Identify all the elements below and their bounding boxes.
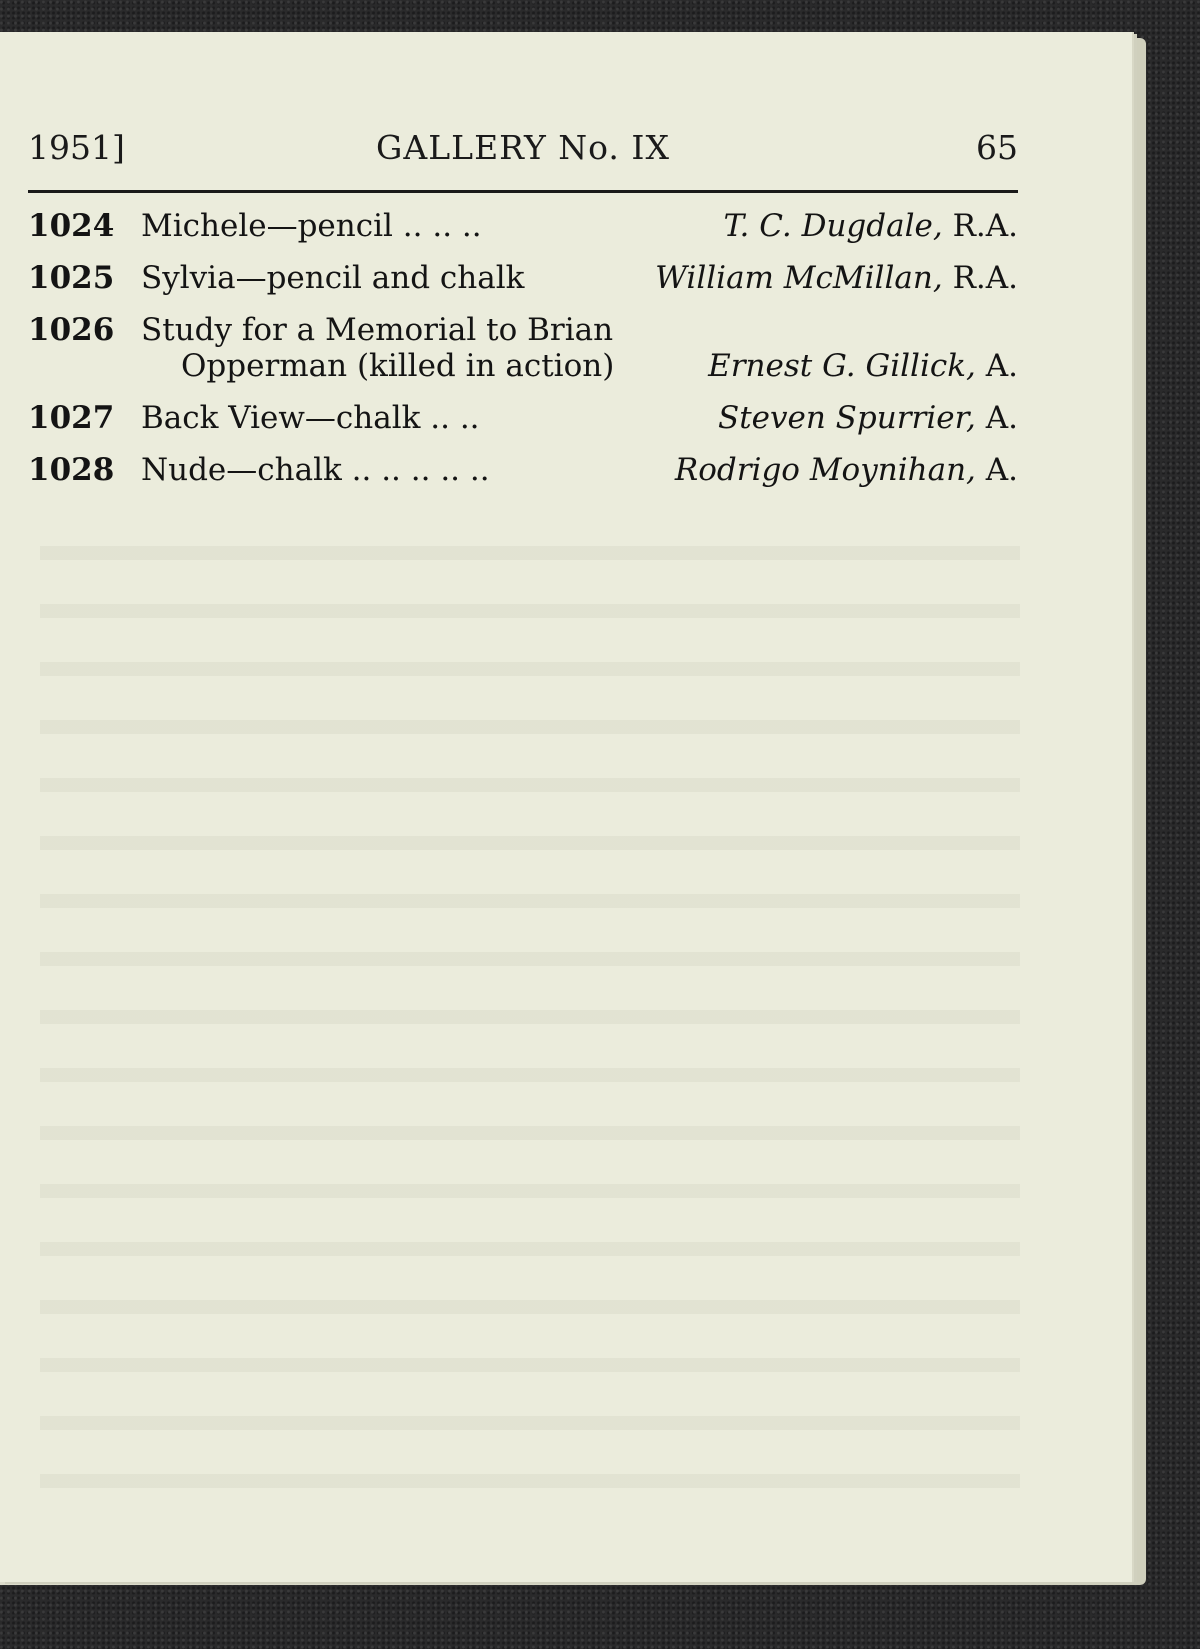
header-title: GALLERY No. IX bbox=[376, 128, 670, 167]
entry-number: 1025 bbox=[28, 260, 115, 296]
artist-name: Rodrigo Moynihan, bbox=[674, 452, 976, 488]
entry-title: Michele—pencil .. .. .. bbox=[141, 208, 482, 244]
catalogue-entry bbox=[28, 444, 1018, 496]
artist-rank: A. bbox=[985, 400, 1018, 436]
catalogue-entry bbox=[28, 392, 1018, 444]
entry-number: 1028 bbox=[28, 452, 115, 488]
entry-title-continued: Opperman (killed in action) bbox=[181, 348, 615, 384]
running-header bbox=[28, 128, 1018, 188]
artist-name: Ernest G. Gillick, bbox=[708, 348, 976, 384]
entry-number: 1026 bbox=[28, 312, 115, 348]
entry-title: Sylvia—pencil and chalk bbox=[141, 260, 525, 296]
entry-artist bbox=[675, 444, 1018, 496]
entry-number: 1027 bbox=[28, 400, 115, 436]
catalogue-entry bbox=[28, 200, 1018, 252]
catalogue-entry bbox=[28, 304, 1018, 392]
artist-name: Steven Spurrier, bbox=[717, 400, 976, 436]
header-year: 1951] bbox=[28, 128, 125, 167]
artist-rank: A. bbox=[985, 452, 1018, 488]
artist-rank: A. bbox=[985, 348, 1018, 384]
artist-name: T. C. Dugdale, bbox=[723, 208, 943, 244]
entry-title: Back View—chalk .. .. bbox=[141, 400, 480, 436]
entry-title: Nude—chalk .. .. .. .. .. bbox=[141, 452, 490, 488]
catalogue-list bbox=[28, 200, 1018, 496]
artist-rank: R.A. bbox=[952, 260, 1018, 296]
artist-rank: R.A. bbox=[952, 208, 1018, 244]
header-rule bbox=[28, 190, 1018, 193]
artist-name: William McMillan, bbox=[655, 260, 943, 296]
bleed-through-texture bbox=[40, 502, 1020, 1522]
entry-artist bbox=[708, 340, 1018, 392]
entry-artist bbox=[718, 392, 1018, 444]
entry-artist bbox=[655, 252, 1018, 304]
entry-title: Study for a Memorial to Brian bbox=[141, 312, 614, 348]
entry-artist bbox=[723, 200, 1018, 252]
page-number: 65 bbox=[976, 128, 1018, 167]
entry-number: 1024 bbox=[28, 208, 115, 244]
catalogue-entry bbox=[28, 252, 1018, 304]
